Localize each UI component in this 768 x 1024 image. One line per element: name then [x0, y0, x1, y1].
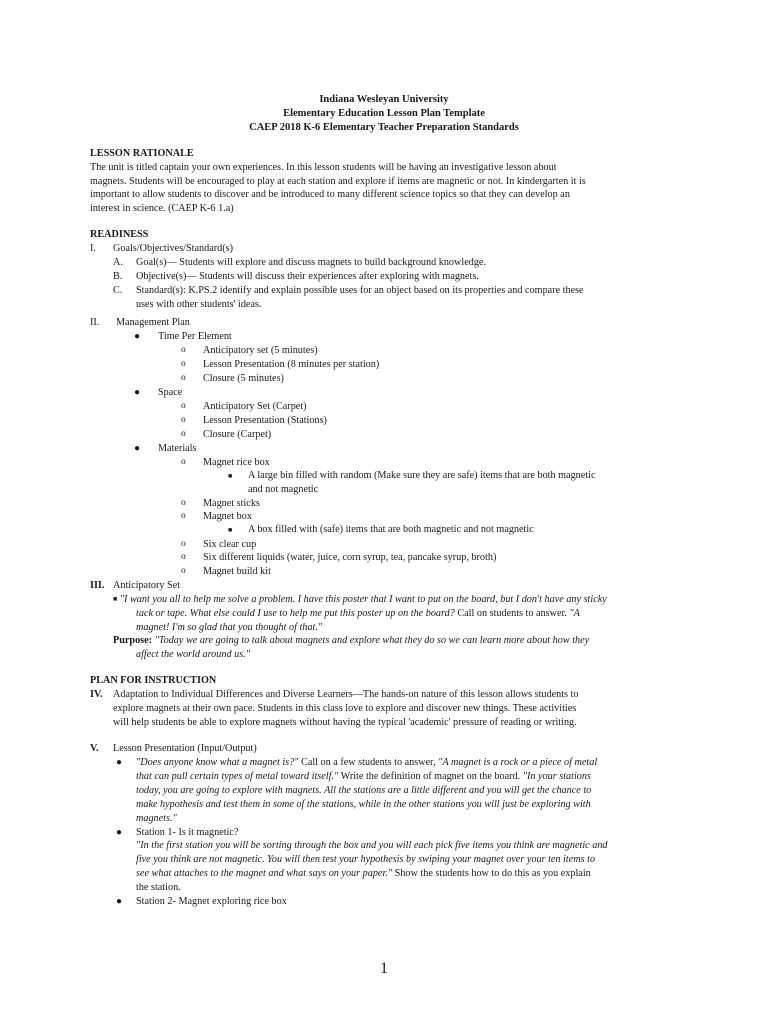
circle-bullet-icon: o	[181, 566, 186, 576]
circle-bullet-icon: o	[181, 359, 186, 369]
adaptation-line: explore magnets at their own pace. Students in this class love to explore and discover new things. These activities	[113, 703, 577, 714]
space-item: Lesson Presentation (Stations)	[203, 415, 327, 426]
space-item: Closure (Carpet)	[203, 429, 272, 440]
teacher-quote: "In the first station you will be sorting through the box and you will each pick five items you think are magnetic and	[136, 840, 608, 851]
readiness-heading: READINESS	[90, 229, 149, 240]
teacher-instruction: Write the definition of magnet on the board.	[338, 771, 523, 782]
bullet-icon: ●	[116, 896, 123, 907]
square-bullet-icon: ■	[228, 472, 233, 480]
material-subitem: and not magnetic	[248, 484, 319, 495]
teacher-quote: five you think are not magnetic. You will then test your hypothesis by swiping your magnet over your ten items to	[136, 854, 596, 865]
rationale-line: important to allow students to discover and be introduced to many different science topics so that they can develop an	[90, 189, 570, 201]
template-title: Elementary Education Lesson Plan Template	[283, 108, 485, 119]
circle-bullet-icon: o	[181, 415, 186, 425]
rationale-line: interest in science. (CAEP K-6 1.a)	[90, 203, 234, 215]
circle-bullet-icon: o	[181, 552, 186, 562]
bullet-icon: ●	[134, 443, 141, 454]
rationale-line: The unit is titled captain your own experiences. In this lesson students will be having an investigative lesson about	[90, 162, 557, 173]
bullet-icon: ●	[116, 757, 123, 768]
teacher-quote: magnets."	[136, 813, 177, 824]
station-title: Station 2- Magnet exploring rice box	[136, 896, 287, 907]
standard-text: uses with other students' ideas.	[136, 299, 262, 310]
presentation-title: Lesson Presentation (Input/Output)	[113, 743, 257, 754]
time-item: Closure (5 minutes)	[203, 373, 284, 384]
goal-text: Goal(s)— Students will explore and discuss magnets to build background knowledge.	[136, 257, 486, 268]
material-item: Magnet sticks	[203, 498, 260, 509]
space-item: Anticipatory Set (Carpet)	[203, 401, 307, 412]
adaptation-line: will help students be able to explore magnets without having the typical 'academic' pressure of reading or writing.	[113, 717, 577, 728]
material-item: Six clear cup	[203, 539, 257, 550]
plan-heading: PLAN FOR INSTRUCTION	[90, 675, 217, 686]
section-numeral: III.	[90, 580, 105, 591]
presentation-line	[136, 867, 591, 881]
materials-label: Materials	[158, 443, 197, 454]
time-item: Anticipatory set (5 minutes)	[203, 345, 318, 356]
anticipatory-quote: magnet! I'm so glad that you thought of that."	[136, 622, 323, 633]
standard-text: Standard(s): K.PS.2 identify and explain possible uses for an object based on its properties and compare these	[136, 285, 584, 296]
teacher-instruction: Call on a few students to answer,	[298, 757, 439, 768]
teacher-instruction: the station.	[136, 882, 181, 893]
anticipatory-title: Anticipatory Set	[113, 580, 181, 591]
teacher-instruction: Show the students how to do this as you explain	[392, 868, 591, 879]
item-letter: B.	[113, 271, 123, 282]
station-title: Station 1- Is it magnetic?	[136, 827, 239, 838]
material-subitem: A box filled with (safe) items that are both magnetic and not magnetic	[248, 524, 534, 535]
purpose-quote: "Today we are going to talk about magnets and explore what they do so we can learn more about how they	[152, 635, 590, 646]
teacher-quote: "Does anyone know what a magnet is?"	[136, 757, 299, 768]
rationale-heading: LESSON RATIONALE	[90, 148, 194, 159]
teacher-quote: "A magnet is a rock or a piece of metal	[438, 757, 598, 768]
rationale-body	[90, 161, 690, 216]
purpose-quote: affect the world around us."	[136, 649, 250, 660]
material-item: Six different liquids (water, juice, corn syrup, tea, pancake syrup, broth)	[203, 552, 497, 563]
teacher-quote: today, you are going to explore with magnets. All the stations are a little different and you will get the chance to	[136, 785, 592, 796]
anticipatory-quote: "A	[569, 608, 580, 619]
small-bullet-icon: ■	[113, 595, 118, 603]
adaptation-line: Adaptation to Individual Differences and Diverse Learners—The hands-on nature of this lesson allows students to	[113, 689, 579, 700]
item-letter: A.	[113, 257, 123, 268]
space-label: Space	[158, 387, 183, 398]
rationale-line: magnets. Students will be encouraged to play at each station and explore if items are magnetic or not. In kindergarten it is	[90, 175, 586, 187]
circle-bullet-icon: o	[181, 345, 186, 355]
material-item: Magnet box	[203, 511, 252, 522]
circle-bullet-icon: o	[181, 539, 186, 549]
anticipatory-quote: "I want you all to help me solve a problem. I have this poster that I want to put on the board, but I don't have any sticky	[119, 594, 607, 605]
square-bullet-icon: ■	[228, 526, 233, 534]
material-item: Magnet rice box	[203, 457, 270, 468]
bullet-icon: ●	[134, 331, 141, 342]
section-numeral: V.	[90, 743, 99, 754]
teacher-quote: see what attaches to the magnet and what says on your paper."	[136, 868, 393, 879]
teacher-quote: make hypothesis and test them in some of the stations, while in the other stations you will just be exploring with	[136, 799, 591, 810]
time-item: Lesson Presentation (8 minutes per station)	[203, 359, 380, 370]
objective-text: Objective(s)— Students will discuss their experiences after exploring with magnets.	[136, 271, 479, 282]
circle-bullet-icon: o	[181, 373, 186, 383]
purpose-line	[113, 634, 589, 648]
bullet-icon: ●	[116, 827, 123, 838]
section-numeral: II.	[90, 317, 100, 328]
circle-bullet-icon: o	[181, 401, 186, 411]
material-item: Magnet build kit	[203, 566, 271, 577]
management-title: Management Plan	[116, 317, 190, 328]
section-numeral: IV.	[90, 689, 103, 700]
university-name: Indiana Wesleyan University	[319, 94, 449, 105]
circle-bullet-icon: o	[181, 511, 186, 521]
anticipatory-instruction: Call on students to answer.	[454, 608, 570, 619]
anticipatory-line	[136, 607, 580, 621]
standards-title: CAEP 2018 K-6 Elementary Teacher Preparation Standards	[249, 122, 519, 133]
circle-bullet-icon: o	[181, 498, 186, 508]
time-label: Time Per Element	[158, 331, 232, 342]
anticipatory-quote: tack or tape. What else could I use to help me put this poster up on the board?	[136, 608, 455, 619]
purpose-label: Purpose:	[113, 635, 153, 646]
goals-title: Goals/Objectives/Standard(s)	[113, 243, 233, 254]
page-number: 1	[380, 960, 388, 977]
circle-bullet-icon: o	[181, 457, 186, 467]
anticipatory-line	[113, 593, 607, 607]
section-numeral: I.	[90, 243, 96, 254]
presentation-line	[136, 770, 591, 784]
teacher-quote: "In your stations	[522, 771, 591, 782]
bullet-icon: ●	[134, 387, 141, 398]
document-header	[0, 93, 768, 135]
item-letter: C.	[113, 285, 123, 296]
circle-bullet-icon: o	[181, 429, 186, 439]
material-subitem: A large bin filled with random (Make sure they are safe) items that are both magnetic	[248, 470, 596, 481]
presentation-line	[136, 756, 597, 770]
teacher-quote: that can pull certain types of metal toward itself."	[136, 771, 339, 782]
